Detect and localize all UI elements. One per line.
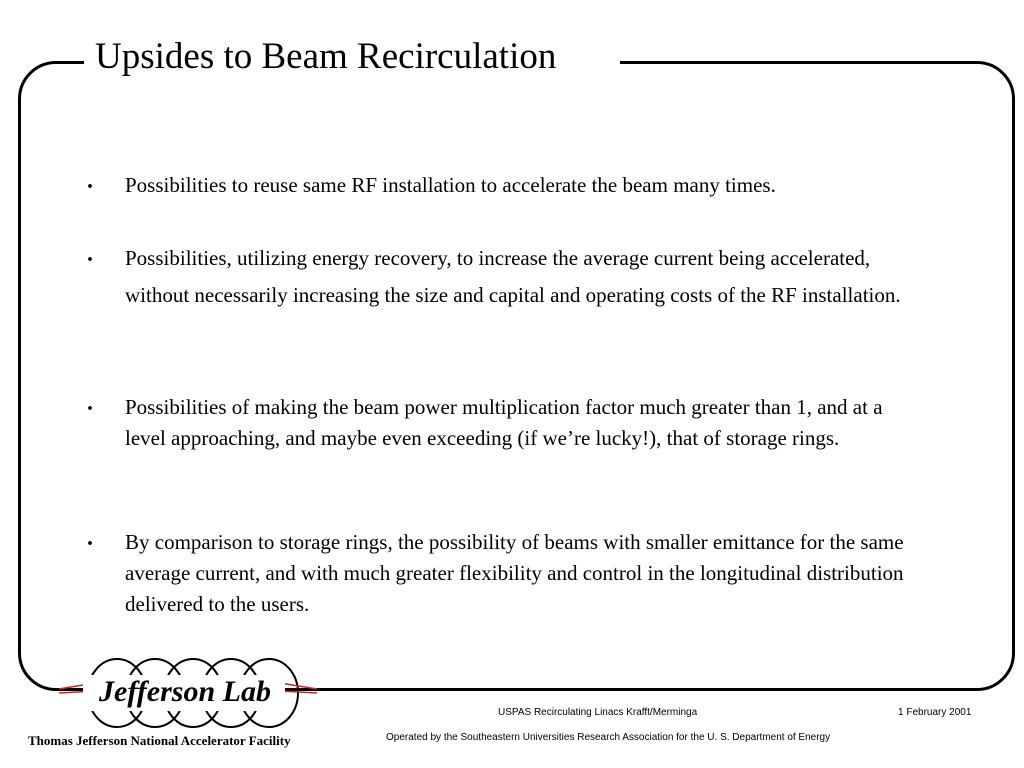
operator-note: Operated by the Southeastern Universities Research Association for the U. S. Department of Energy <box>386 732 831 743</box>
bullet-marker: . <box>87 168 93 194</box>
facility-name: Thomas Jefferson National Accelerator Facility <box>28 733 291 748</box>
bullet-text: By comparison to storage rings, the possibility of beams with smaller emittance for the same average current, and with much greater flexibility and control in the longitudinal distribution delivered to the users. <box>125 530 904 616</box>
bullet-text: Possibilities of making the beam power multiplication factor much greater than 1, and at a level approaching, and maybe even exceeding (if we’re lucky!), that of storage rings. <box>125 395 883 450</box>
logo-text: Jefferson Lab <box>99 675 271 708</box>
bullet-text: Possibilities, utilizing energy recovery, to increase the average current being accelerated, without necessarily increasing the size and capital and operating costs of the RF installation. <box>125 246 901 307</box>
bullet-marker: . <box>87 241 93 267</box>
bullet-item <box>87 168 925 199</box>
bullet-item <box>87 240 925 314</box>
bullet-text: Possibilities to reuse same RF installation to accelerate the beam many times. <box>125 173 776 197</box>
page-title: Upsides to Beam Recirculation <box>95 36 557 77</box>
jefferson-lab-logo <box>55 655 320 735</box>
bullet-marker: . <box>87 525 93 551</box>
bullet-item <box>87 525 925 620</box>
course-label: USPAS Recirculating Linacs Krafft/Merminga <box>498 707 698 718</box>
date-label: 1 February 2001 <box>898 707 972 718</box>
bullet-item <box>87 390 925 454</box>
bullet-marker: . <box>87 390 93 416</box>
